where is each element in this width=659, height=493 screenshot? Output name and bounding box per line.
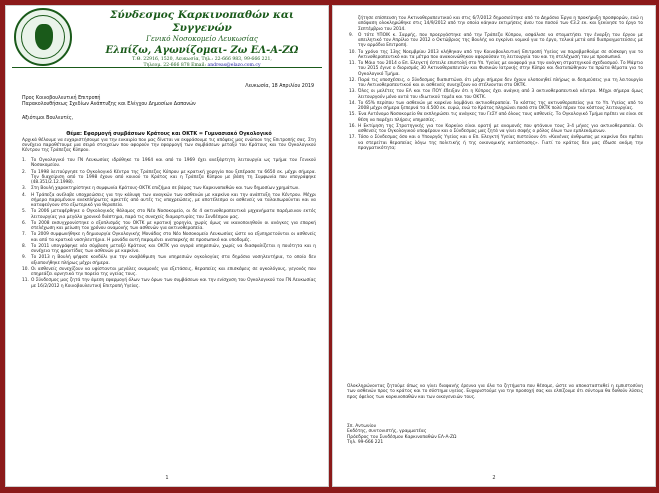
point-number: 7. (22, 232, 27, 238)
point-number: 16. (349, 123, 356, 129)
point-number: 15. (349, 112, 356, 118)
numbered-point (349, 89, 643, 100)
org-contact: Τηλεομ. 22-666 878 Email: andreas@elazo.com.cy (143, 63, 261, 68)
numbered-point (349, 124, 643, 135)
numbered-point (349, 101, 643, 112)
point-text: Ο τότε ΥΠΟΙΚ κ. Σαρρής, που προεργάστηκε από την Τράπεζα Κύπρου, ασφάλισε να σταματήσει την έναρξη του έργου με απειλητικό τον Απρίλιο του 2012 ο Οκτώβριος της Βουλής να εγκρίνει νομικό για το έργο, τελικά μετά από διαπραγματεύσεις με την αρμόδια Επιτροπή. (358, 32, 643, 49)
point-number: 11. (22, 278, 29, 284)
numbered-point (22, 209, 316, 220)
numbered-point (22, 170, 316, 186)
numbered-point (22, 221, 316, 232)
point-text: Το χρόνο της 13ης Νοεμβρίου 2013 κλήθηκαν από την Κοινοβουλευτική Επιτροπή Υγείας να παραβρεθούμε σε σύσκεψη για το Ακτινοθεραπευτικό και τα μέτρα που ανακοινώθηκαν αφορούσαν τη λειτουργία του και τη στελέχωσή του με προσωπικό. (358, 49, 643, 60)
numbered-point (349, 50, 643, 61)
point-text: Το 2008 εκσυγχρονίστηκε ο εξοπλισμός του ΟΚΤΚ με κρατική χορηγία, χωρίς όμως να ικανοποιηθούν οι ανάγκες για επαρκή στελέχωση και μείωση του χρόνου αναμονής των ασθενών για ακτινοθεραπεία. (31, 220, 316, 231)
numbered-point (349, 135, 643, 151)
numbered-point (22, 158, 316, 169)
point-text: Το 2013 η Βουλή ψήφισε κονδύλι για την αναβάθμιση των υπηρεσιών ογκολογίας στα δημόσια νοσηλευτήρια, το οποίο δεν αξιοποιήθηκε πλήρως μέχρι σήμερα. (31, 255, 316, 266)
point-number: 9. (349, 32, 354, 38)
point-number: 12. (349, 77, 356, 83)
numbered-point (349, 33, 643, 49)
point-number: 17. (349, 135, 356, 141)
point-text: Ένα Αυτόνομο Νοσοκομείο θα εκπληρώσει τις ανάγκες του ΓεΣΥ από όλους τους ασθενείς. Το Ογκολογικό Τμήμα πρέπει να είναι σε θέση να παρέχει πλήρεις υπηρεσίες. (358, 112, 643, 123)
point-text: Το Ογκολογικό του ΓΝ Λευκωσίας ιδρύθηκε το 1964 και από το 1969 έχει ανεξάρτητη λειτουργία ως τμήμα του Γενικού Νοσοκομείου. (31, 158, 316, 169)
letter-subject: Θέμα: Εφαρμογή συμβάσεων Κράτους και ΟΚΤΚ = Γυμνασιακό Ογκολογικό (66, 131, 272, 137)
numbered-point (22, 232, 316, 243)
numbered-point (349, 61, 643, 77)
point-text: Το 2011 υπογράφηκε νέα σύμβαση μεταξύ Κράτους και ΟΚΤΚ για αγορά υπηρεσιών, χωρίς να διασφαλίζεται η ποιότητα και η συνέχεια της φροντίδας των ασθενών με καρκίνο. (31, 243, 316, 254)
point-number: 6. (22, 220, 27, 226)
point-number: 4. (22, 192, 27, 198)
page-number: 1 (165, 475, 169, 481)
numbered-point (22, 244, 316, 255)
point-number: 8. (22, 243, 27, 249)
numbered-point (22, 278, 316, 289)
point-number: 11. (349, 61, 356, 66)
point-number: 1. (22, 158, 27, 163)
page-number: 2 (492, 475, 496, 481)
header-divider (12, 67, 322, 68)
organization-block (82, 9, 322, 69)
point-number: 2. (22, 169, 27, 175)
numbered-point (349, 112, 643, 123)
org-address: Τ.Θ. 22916, 1520, Λευκωσία, Τηλ.: 22-666 983, 99-666 221, (132, 57, 272, 62)
numbered-point (349, 78, 643, 89)
point-text: Στη Βουλή χαρακτηρίστηκε η συμφωνία Κράτους-ΟΚΤΚ επιζήμια σε βάρος των Καρκινοπαθών και των δημοσίων χρημάτων. (31, 186, 300, 192)
point-text: Παρά τις υποσχέσεις, ο Σύνδεσμος διαπιστώνει ότι μέχρι σήμερα δεν έχουν υλοποιηθεί πλήρως οι δεσμεύσεις για τη λειτουργία του Ακτινοθεραπευτικού και οι ασθενείς συνεχίζουν να στέλνονται στο ΟΚΤΚ. (358, 77, 643, 88)
numbered-points-page2 (349, 16, 643, 152)
recipient-block: Προς Κοινοβουλευτική Επιτροπή Παρακολουθήσεως Σχεδίων Ανάπτυξης και Ελέγχου Δημοσίων Δαπανών (22, 96, 196, 108)
numbered-points-page1 (22, 158, 316, 290)
point-number (349, 16, 358, 32)
numbered-point (22, 255, 316, 266)
point-text: Η Εκτίμηση της Στρατηγικής για τον Καρκίνο είναι ορατή με αναμονές που φτάνουν τους 3-4 μήνες για ακτινοθεραπεία. Οι ασθενείς του Ογκολογικού υποφέρουν και ο Σύνδεσμος μας ζητά να γίνει σαφής ο ρόλος όλων των εμπλεκόμενων. (358, 123, 643, 134)
point-text: Το 2009 συμφωνήθηκε η δημιουργία Ογκολογικής Μονάδας στο Νέο Νοσοκομείο Λευκωσίας ώστε να εξυπηρετούνται οι ασθενείς και από τα κρατικά νοσηλευτήρια. Η μονάδα αυτή παραμένει ανεπαρκής σε προσωπικό και υποδομές. (31, 232, 316, 243)
signature-block: Σπ. Αντωνίου Εκδότης, συντονιστής, γραμματέας Πρόεδρος του Συνδέσμου Καρκινοπαθών ΕΛ-Α-ΖΩ Τηλ. 99-666 221 (347, 424, 457, 446)
org-hospital: Γενικό Νοσοκομείο Λευκωσίας (146, 35, 258, 43)
point-text: ζήτησε επίσπευση του Ακτινοθεραπευτικού και στις 6/7/2012 δημοσιεύτηκε από το Δημόσια Έργα η προκήρυξη προσφορών, ενώ η απόφαση ολοκληρώθηκε στις 14/9/2012 από την οποία κάηκαν εκτιμήσεις άνευ του ποσού των €3.2 εκ. και ξεκίνησε το έργο το Σεπτέμβριο του 2014. (358, 16, 643, 32)
point-text: Το 65% περίπου των ασθενών με καρκίνο λαμβάνει ακτινοθεραπεία. Το κόστος της ακτινοθεραπείας για το Υπ. Υγείας από το 2008 μέχρι σήμερα ξεπερνά τα 4.500 εκ. ευρώ, ενώ το Κράτος πληρώνει ποσά στο ΟΚΤΚ πολύ πέραν του κόστους λειτουργίας. (358, 100, 643, 111)
point-text: Όλες οι μελέτες του ΕΛ και του ΠΟΥ έδειξαν ότι η Κύπρος έχει ανάγκη από 3 ακτινοθεραπευτικά κέντρα. Μέχρι σήμερα όμως λειτουργούν μόνο αυτά του ιδιωτικού τομέα και του ΟΚΤΚ. (358, 89, 643, 100)
association-logo-icon (14, 8, 72, 66)
point-number: 10. (22, 266, 29, 272)
point-number: 5. (22, 209, 27, 215)
numbered-point (349, 16, 643, 32)
point-number: 10. (349, 49, 356, 55)
point-text: Το Μάιο του 2014 ο Επ. Ελεγκτή έστειλε επιστολή στο Υπ. Υγείας με αναφορά για την ανάγκη στρατηγικού σχεδιασμού. Το Μάρτιο του 2015 έγινε ο διορισμός 30 Ακτινοθεραπευτών και Φυσικών Ιατρικής στην Κύπρο και διατυπώθηκαν τα πρώτα θέματα για το Ογκολογικό Τμήμα. (358, 61, 643, 77)
point-text: Το 2006 μεταφέρθηκε ο Ογκολογικός θάλαμος στο Νέο Νοσοκομείο, οι δε 4 ακτινοθεραπευτικά μηχανήματα παρέμειναν εκτός λειτουργίας για μεγάλο χρονικό διάστημα, παρά τις συνεχείς διαμαρτυρίες του Συνδέσμου μας. (31, 209, 316, 220)
letterhead (6, 6, 328, 68)
numbered-point (22, 193, 316, 209)
letter-date: Λευκωσία, 18 Απριλίου 2019 (245, 84, 314, 89)
point-text: Το 1998 λειτούργησε το Ογκολογικό Κέντρο της Τράπεζας Κύπρου με κρατική χορηγία που ξεπέρασε τα 6650 εκ. μέχρι σήμερα. Την διαχείριση από το 1998 έχουν από κοινού το Κράτος και η Τράπεζα Κύπρου με βάση τη Συμφωνία που υπογράφηκε (48.351/2.12.1998). (31, 169, 316, 185)
viewer-background (3, 3, 656, 490)
document-page-1 (5, 5, 329, 487)
point-number: 13. (349, 89, 356, 95)
numbered-point (22, 186, 316, 191)
org-motto: Ελπίζω, Αγωνίζομαι- Ζω ΕΛ-Α-ΖΩ (105, 45, 299, 56)
intro-paragraph: Αρχικά θέλουμε να ευχαριστήσουμε για την ευκαιρία που μας δίνεται να εκφράσουμε τις απόψεις μας ενώπιον της Επιτροπής σας. Στη συνέχεια παραθέτουμε μια σειρά στοιχείων που αφορούν την εφαρμογή των συμβάσεων μεταξύ του Κράτους και του Ογκολογικού Κέντρου της Τράπεζας Κύπρου. (22, 138, 316, 154)
point-number: 14. (349, 100, 356, 106)
point-text: Τόσο ο Σύνδεσμος όσο και ο Υπουργός Υγείας και ο Επ. Ελεγκτή Υγείας πιστεύουν ότι «Κανένας άνθρωπος με καρκίνο δεν πρέπει να στερείται θεραπείας λόγω της πολιτικής ή της οικονομικής κατάστασης». Γιατί το κράτος δεν μας έδωσε ακόμη την πραγματικότητα; (358, 135, 643, 151)
point-text: Η Τράπεζα ανέλαβε υποχρεώσεις για την κάλυψη των αναγκών των ασθενών με καρκίνο και την ανάπτυξη του Κέντρου. Μέχρι σήμερα παραμένουν ανεκπλήρωτες αρκετές από αυτές τις υποχρεώσεις, με αποτέλεσμα οι ασθενείς να ταλαιπωρούνται και να καταφεύγουν στο εξωτερικό για θεραπεία. (31, 192, 316, 208)
document-page-2 (332, 5, 656, 487)
email-link[interactable]: andreas@elazo.com.cy (207, 63, 261, 68)
org-name: Σύνδεσμος Καρκινοπαθών και Συγγενών (109, 9, 295, 34)
numbered-point (22, 267, 316, 278)
salutation: Αξιότιμοι Βουλευτές, (22, 116, 74, 121)
point-text: Οι ασθενείς συνεχίζουν να υφίστανται μεγάλες αναμονές για εξετάσεις, θεραπείες και επισκέψεις σε ογκολόγους, γεγονός που επηρεάζει αρνητικά την πορεία της υγείας τους. (31, 266, 316, 277)
point-text: Ο Σύνδεσμος μας ζητά την άμεση εφαρμογή όλων των όρων των συμβάσεων και την ενίσχυση του Ογκολογικού του ΓΝ Λευκωσίας με 16/2/2012 η Κοινοβουλευτική Επιτροπή Υγείας. (31, 278, 316, 289)
point-number: 9. (22, 255, 27, 261)
closing-paragraph: Ολοκληρώνοντας ζητούμε όπως να γίνει διαφανής έρευνα για όλα τα ζητήματα που θέσαμε, ώστε να αποκατασταθεί η εμπιστοσύνη των ασθενών προς το κράτος και το σύστημα υγείας. Ευχαριστούμε για την προσοχή σας και ελπίζουμε ότι σύντομα θα δοθούν λύσεις προς όφελος των καρκινοπαθών και των οικογενειών τους. (347, 384, 643, 400)
point-number: 3. (22, 186, 27, 192)
signature-name: Σπ. Αντωνίου (347, 424, 377, 429)
